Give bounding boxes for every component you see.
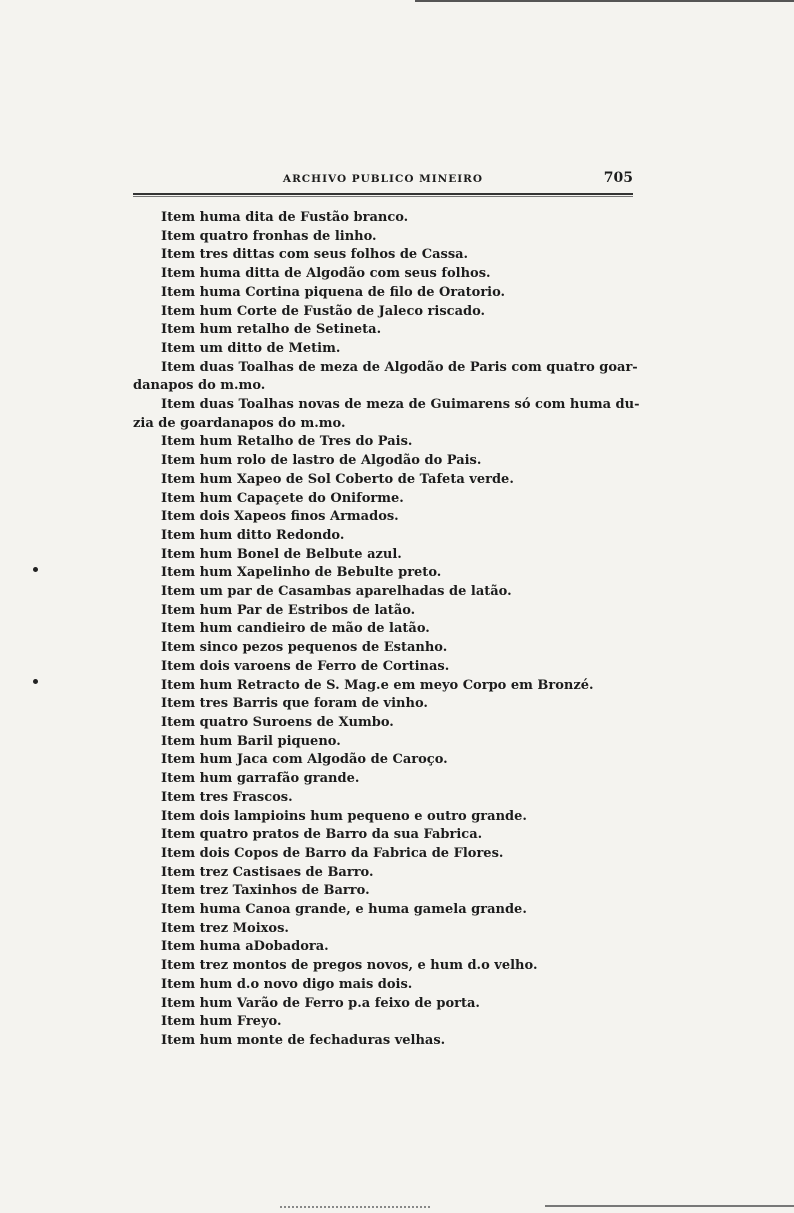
bottom-edge-rule [545, 1205, 794, 1207]
text-line: Item hum retalho de Setineta. [161, 322, 382, 338]
text-line: Item huma aDobadora. [161, 939, 329, 955]
text-line: Item huma Cortina piquena de filo de Oratorio. [161, 284, 506, 300]
text-line: danapos do m.mo. [133, 378, 266, 394]
margin-dot-mark [33, 567, 38, 572]
text-line: Item trez Taxinhos de Barro. [161, 883, 370, 899]
bottom-edge-marks [280, 1206, 430, 1210]
text-line: Item tres Frascos. [161, 789, 293, 805]
margin-dot-mark [33, 679, 38, 684]
text-line: Item quatro fronhas de linho. [161, 228, 377, 244]
text-line: Item huma dita de Fustão branco. [161, 210, 409, 225]
text-line: Item um ditto de Metim. [161, 340, 341, 356]
text-line: Item hum Bonel de Belbute azul. [161, 546, 402, 562]
text-line: Item sinco pezos pequenos de Estanho. [161, 640, 448, 656]
text-line: zia de goardanapos do m.mo. [133, 415, 346, 431]
text-line: Item hum Freyo. [161, 1014, 282, 1030]
text-line: Item hum Par de Estribos de latão. [161, 602, 416, 618]
text-line: Item trez Castisaes de Barro. [161, 864, 374, 880]
text-line: Item dois Copos de Barro da Fabrica de Flores. [161, 845, 504, 861]
text-line: Item duas Toalhas novas de meza de Guimarens só com huma du- [161, 397, 640, 413]
text-line: Item tres dittas com seus folhos de Cassa. [161, 247, 469, 263]
text-line: Item hum Baril piqueno. [161, 733, 341, 749]
text-line: Item trez montos de pregos novos, e hum d.o velho. [161, 958, 538, 974]
text-line: Item um par de Casambas aparelhadas de latão. [161, 584, 512, 600]
text-line: Item hum Retalho de Tres do Pais. [161, 434, 413, 450]
text-line: Item huma ditta de Algodão com seus folhos. [161, 266, 491, 282]
top-edge-rule [415, 0, 794, 2]
text-line: Item tres Barris que foram de vinho. [161, 696, 428, 712]
text-line: Item hum Corte de Fustão de Jaleco riscado. [161, 303, 486, 319]
text-line: Item hum candieiro de mão de latão. [161, 621, 430, 637]
header-rule [133, 193, 633, 197]
text-line: Item dois Xapeos finos Armados. [161, 509, 399, 525]
text-line: Item quatro Suroens de Xumbo. [161, 714, 394, 730]
page-number: 705 [603, 170, 633, 186]
text-line: Item hum Jaca com Algodão de Caroço. [161, 752, 448, 768]
text-line: Item trez Moixos. [161, 920, 289, 936]
text-line: Item hum Retracto de S. Mag.e em meyo Corpo em Bronzé. [161, 677, 594, 693]
text-line: Item hum d.o novo digo mais dois. [161, 976, 413, 992]
text-line: Item dois lampioins hum pequeno e outro grande. [161, 808, 527, 824]
text-line: Item dois varoens de Ferro de Cortinas. [161, 658, 450, 674]
text-line: Item hum Varão de Ferro p.a feixo de porta. [161, 995, 480, 1011]
text-line: Item hum Capaçete do Oniforme. [161, 490, 404, 506]
text-line: Item duas Toalhas de meza de Algodão de Paris com quatro goar- [161, 359, 638, 375]
text-line: Item hum garrafão grande. [161, 771, 360, 787]
text-line: Item huma Canoa grande, e huma gamela grande. [161, 902, 527, 918]
text-line: Item quatro pratos de Barro da sua Fabrica. [161, 827, 483, 843]
page-header [133, 170, 633, 190]
text-line: Item hum ditto Redondo. [161, 527, 345, 543]
text-line: Item hum rolo de lastro de Algodão do Pais. [161, 453, 482, 469]
text-line: Item hum Xapelinho de Bebulte preto. [161, 565, 442, 581]
text-line: Item hum monte de fechaduras velhas. [161, 1032, 446, 1048]
inventory-text [133, 209, 640, 1051]
text-line: Item hum Xapeo de Sol Coberto de Tafeta verde. [161, 471, 514, 487]
running-title: ARCHIVO PUBLICO MINEIRO [282, 173, 484, 185]
